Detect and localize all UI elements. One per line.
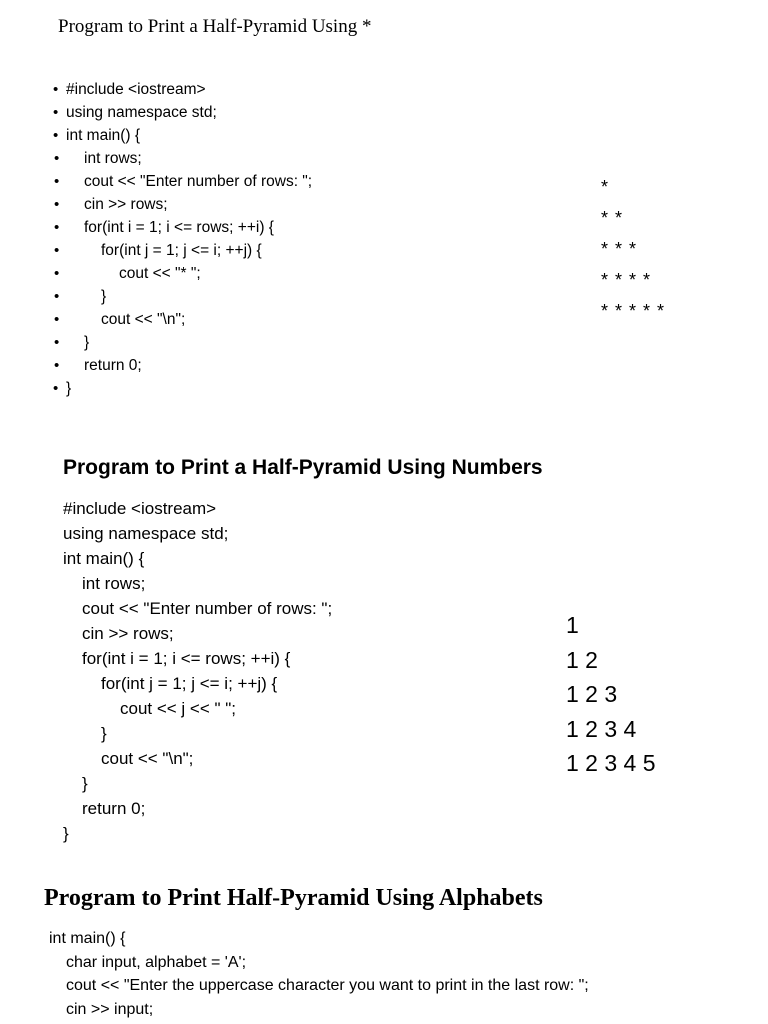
section-2-title: Program to Print a Half-Pyramid Using Numbers (63, 456, 543, 479)
code-line-text: cout << "* "; (119, 265, 201, 282)
bullet-marker: • (54, 219, 60, 236)
code-line-text: int rows; (84, 150, 142, 167)
section-2-code-listing (63, 496, 332, 846)
bullet-marker: • (54, 242, 60, 259)
bullet-marker: • (54, 334, 60, 351)
code-line: return 0; (82, 799, 146, 818)
output-line: * (601, 177, 610, 197)
code-line-text: for(int j = 1; j <= i; ++j) { (101, 242, 262, 259)
code-line: for(int j = 1; j <= i; ++j) { (101, 674, 278, 693)
bullet-marker: • (54, 196, 60, 213)
code-line-text: for(int i = 1; i <= rows; ++i) { (84, 219, 274, 236)
output-line: 1 2 3 4 (566, 715, 637, 742)
section-3-title: Program to Print Half-Pyramid Using Alphabets (44, 885, 543, 911)
bullet-marker: • (54, 150, 60, 167)
bullet-marker: • (53, 104, 59, 121)
code-line: #include <iostream> (63, 499, 217, 518)
code-line-text: cout << "\n"; (101, 311, 186, 328)
code-line-text: } (84, 334, 90, 351)
code-line: } (101, 724, 107, 743)
code-line-text: } (101, 288, 107, 305)
code-line: int rows; (82, 574, 146, 593)
code-line: } (63, 824, 69, 843)
bullet-marker: • (53, 380, 59, 397)
section-2-output-number-pyramid (566, 608, 656, 781)
section-1-title: Program to Print a Half-Pyramid Using * (58, 16, 372, 37)
code-line: } (82, 774, 88, 793)
code-line-text: return 0; (84, 357, 142, 374)
bullet-marker: • (53, 81, 59, 98)
code-line: char input, alphabet = 'A'; (66, 953, 247, 971)
output-line: 1 2 3 4 5 (566, 750, 656, 776)
code-line: cout << "Enter number of rows: "; (82, 599, 333, 618)
code-line: for(int i = 1; i <= rows; ++i) { (82, 649, 291, 668)
output-line: * * * (601, 239, 638, 259)
output-line: * * * * * (601, 301, 666, 321)
code-line: cout << "\n"; (101, 749, 194, 768)
output-line: * * (601, 208, 624, 228)
bullet-marker: • (54, 288, 60, 305)
bullet-marker: • (54, 173, 60, 190)
section-3-code-listing (49, 927, 589, 1021)
code-line-text: #include <iostream> (66, 81, 206, 98)
code-line-text: int main() { (66, 127, 141, 144)
output-line: * * * * (601, 270, 652, 290)
section-1-output-star-pyramid (601, 172, 665, 327)
code-line-text: using namespace std; (66, 104, 217, 121)
bullet-marker: • (54, 265, 60, 282)
code-line: cin >> input; (66, 1000, 154, 1018)
code-line: cout << j << " "; (120, 699, 237, 718)
bullet-marker: • (54, 357, 60, 374)
output-line: 1 2 3 (566, 681, 618, 707)
output-line: 1 2 (566, 646, 598, 673)
code-line: int main() { (49, 930, 126, 947)
code-line-text: cin >> rows; (84, 196, 168, 213)
code-line: int main() { (63, 549, 145, 568)
code-line-text: cout << "Enter number of rows: "; (84, 173, 313, 190)
bullet-marker: • (54, 311, 60, 328)
code-line-text: } (66, 380, 72, 397)
code-line: cout << "Enter the uppercase character you want to print in the last row: "; (66, 977, 589, 994)
code-line: using namespace std; (63, 524, 229, 543)
code-line: cin >> rows; (82, 624, 174, 643)
bullet-marker: • (53, 127, 59, 144)
output-line: 1 (566, 612, 579, 638)
